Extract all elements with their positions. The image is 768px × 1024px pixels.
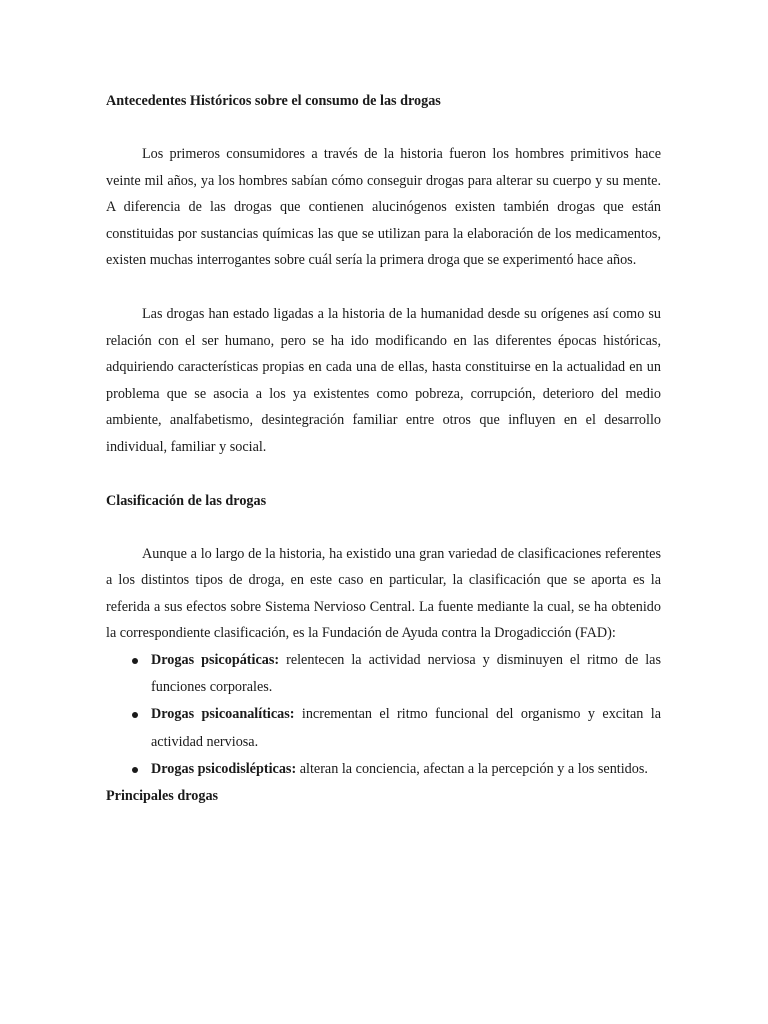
section-heading-clasificacion: Clasificación de las drogas	[106, 492, 267, 509]
list-item-text: incrementan el ritmo funcional del organismo y excitan la actividad nerviosa.	[151, 706, 661, 750]
spacer	[106, 115, 661, 141]
spacer	[106, 461, 661, 488]
list-item	[106, 647, 661, 701]
list-item-term: Drogas psicopáticas:	[151, 651, 280, 668]
section-heading-antecedentes: Antecedentes Históricos sobre el consumo de las drogas	[106, 93, 441, 109]
spacer	[106, 515, 661, 541]
paragraph-clasificacion: Aunque a lo largo de la historia, ha existido una gran variedad de clasificaciones referentes a los distintos tipos de droga, en este caso en particular, la clasificación que se aporta es la referida a sus efectos sobre Sistema Nervioso Central. La fuente mediante la cual, se ha obtenido la correspondiente clasificación, es la Fundación de Ayuda contra la Drogadicción (FAD):	[106, 545, 661, 642]
list-item	[106, 756, 661, 783]
section-heading-principales: Principales drogas	[106, 787, 219, 804]
spacer	[106, 274, 661, 301]
classification-list	[106, 647, 661, 783]
paragraph-drogas-historia: Las drogas han estado ligadas a la historia de la humanidad desde su orígenes así como su relación con el ser humano, pero se ha ido modificando en las diferentes épocas históricas, adquiriendo características propias en cada una de ellas, hasta constituirse en la actualidad en un problema que se asocia a los ya existentes como pobreza, corrupción, deterioro del medio ambiente, analfabetismo, desintegración familiar entre otros que influyen en el desarrollo individual, familiar y social.	[106, 305, 661, 455]
list-item-text: relentecen la actividad nerviosa y disminuyen el ritmo de las funciones corporales.	[151, 651, 661, 696]
list-item-text: alteran la conciencia, afectan a la percepción y a los sentidos.	[296, 760, 648, 777]
list-item-term: Drogas psicodislépticas:	[151, 760, 297, 777]
bullet-icon	[132, 712, 138, 718]
document-page	[106, 88, 661, 810]
list-item-term: Drogas psicoanalíticas:	[151, 706, 295, 723]
paragraph-primeros-consumidores: Los primeros consumidores a través de la historia fueron los hombres primitivos hace veinte mil años, ya los hombres sabían cómo conseguir drogas para alterar su cuerpo y su mente. A diferencia de las drogas que contienen alucinógenos existen también drogas que están constituidas por sustancias químicas las que se utilizan para la elaboración de los medicamentos, existen muchas interrogantes sobre cuál sería la primera droga que se experimentó hace años.	[106, 146, 661, 269]
list-item	[106, 701, 661, 755]
bullet-icon	[132, 658, 138, 664]
bullet-icon	[132, 767, 138, 773]
